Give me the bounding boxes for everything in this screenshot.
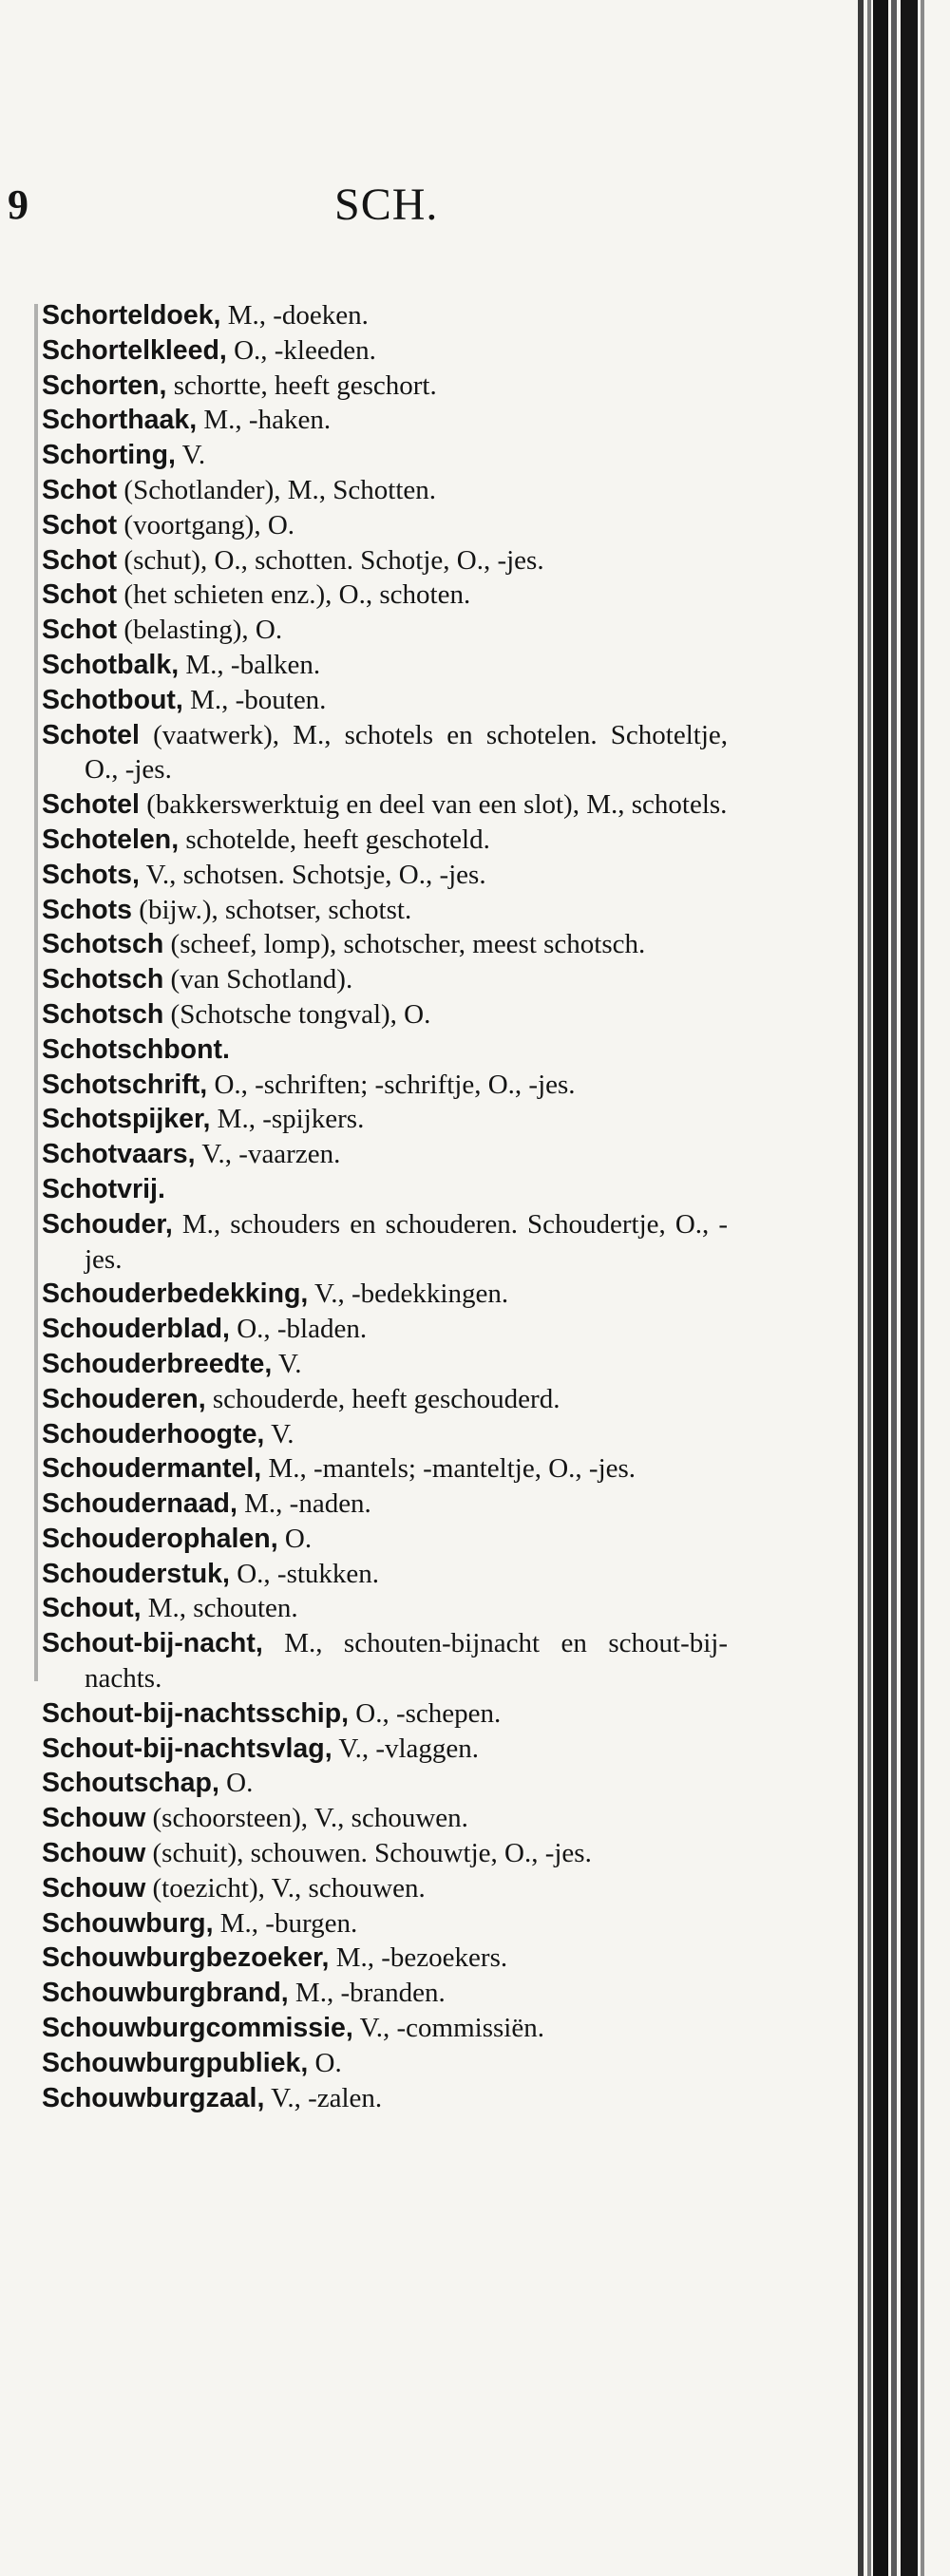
- dictionary-entry: [42, 1557, 728, 1592]
- dictionary-entry: [42, 1207, 728, 1278]
- entry-definition: O., -kleeden.: [234, 334, 376, 366]
- dictionary-entry: [42, 1417, 728, 1452]
- entry-headword: Schouder,: [42, 1208, 173, 1240]
- entry-headword: Schouwburg,: [42, 1907, 214, 1939]
- entry-definition: M., -burgen.: [219, 1907, 358, 1939]
- entry-headword: Schot: [42, 474, 118, 505]
- entry-definition: (bakkerswerktuig en deel van een slot), M., schotels.: [146, 789, 728, 821]
- dictionary-entry: [42, 1068, 728, 1103]
- entry-definition: (voortgang), O.: [124, 509, 295, 540]
- dictionary-entry: [42, 1172, 728, 1207]
- entry-headword: Schouwburgcommissie,: [42, 2013, 353, 2044]
- dictionary-entry: [42, 1732, 728, 1767]
- entry-definition: (scheef, lomp), schotscher, meest schotsch.: [170, 929, 646, 960]
- entry-headword: Schouderblad,: [42, 1314, 230, 1345]
- section-header: SCH.: [334, 180, 439, 230]
- entry-definition: M., -mantels; -manteltje, O., -jes.: [268, 1453, 636, 1485]
- entry-definition: (van Schotland).: [170, 964, 353, 995]
- entry-headword: Schouwburgpubliek,: [42, 2047, 309, 2078]
- dictionary-entry: [42, 369, 728, 404]
- entry-definition: M., schouten-bijnacht en schout-bij-nachts.: [85, 1628, 728, 1695]
- entry-definition: (bijw.), schotser, schotst.: [139, 894, 412, 925]
- entry-definition: M., schouten.: [147, 1593, 298, 1624]
- entry-headword: Schot: [42, 579, 118, 611]
- page-edge-shadow: [858, 0, 926, 2576]
- entry-definition: V., -zalen.: [271, 2082, 383, 2113]
- entry-headword: Schorten,: [42, 369, 167, 401]
- dictionary-entry: [42, 578, 728, 613]
- entry-definition: M., -doeken.: [227, 300, 369, 331]
- dictionary-entry: [42, 1382, 728, 1417]
- entry-definition: V.: [278, 1348, 302, 1379]
- dictionary-entry: [42, 1277, 728, 1312]
- entry-definition: V., -commissiën.: [359, 2013, 544, 2044]
- entry-definition: V.: [181, 440, 206, 471]
- entry-headword: Schotschbont.: [42, 1033, 230, 1065]
- entry-headword: Schots: [42, 894, 133, 925]
- entry-headword: Schot: [42, 615, 118, 646]
- entry-definition: O.: [284, 1523, 313, 1554]
- entry-definition: M., -naden.: [244, 1488, 371, 1520]
- entry-headword: Schot: [42, 544, 118, 576]
- dictionary-entry: [42, 2081, 728, 2116]
- entry-headword: Schorthaak,: [42, 405, 198, 436]
- dictionary-entry: [42, 298, 728, 333]
- dictionary-entry: [42, 1591, 728, 1626]
- dictionary-entry: [42, 1312, 728, 1347]
- dictionary-entry: [42, 1906, 728, 1941]
- entry-definition: M., -bouten.: [190, 684, 327, 715]
- dictionary-entry: [42, 543, 728, 578]
- dictionary-entry: [42, 1347, 728, 1382]
- entry-headword: Schouwburgzaal,: [42, 2082, 265, 2113]
- dictionary-entry: [42, 403, 728, 438]
- entry-headword: Schouwburgbezoeker,: [42, 1942, 330, 1974]
- entry-headword: Schotbout,: [42, 684, 183, 715]
- dictionary-entry: [42, 1976, 728, 2011]
- edge-band: [867, 0, 871, 2576]
- entry-headword: Schouderstuk,: [42, 1558, 230, 1589]
- dictionary-entry: [42, 473, 728, 508]
- entry-headword: Schorting,: [42, 440, 176, 471]
- entry-headword: Schouw: [42, 1803, 146, 1834]
- entry-definition: V., -vaarzen.: [201, 1139, 341, 1170]
- entry-definition: schotelde, heeft geschoteld.: [185, 824, 490, 855]
- dictionary-entry: [42, 1766, 728, 1801]
- entry-definition: O., -stukken.: [237, 1558, 380, 1589]
- entry-headword: Schoudernaad,: [42, 1488, 238, 1520]
- dictionary-entry: [42, 438, 728, 473]
- entry-definition: (vaatwerk), M., schotels en schotelen. Schoteltje, O., -jes.: [85, 719, 728, 786]
- dictionary-entry: [42, 2011, 728, 2046]
- entry-definition: V.: [271, 1418, 294, 1449]
- entry-headword: Schotspijker,: [42, 1104, 211, 1135]
- entry-headword: Schouderbedekking,: [42, 1279, 309, 1310]
- entry-definition: (belasting), O.: [124, 615, 283, 646]
- entry-headword: Schotsch: [42, 998, 164, 1030]
- entry-headword: Schotel: [42, 789, 140, 821]
- entry-definition: M., -balken.: [185, 649, 321, 680]
- dictionary-entry: [42, 508, 728, 543]
- dictionary-entry: [42, 1522, 728, 1557]
- dictionary-entry: [42, 1871, 728, 1906]
- dictionary-entry: [42, 613, 728, 648]
- entry-headword: Schotsch: [42, 964, 164, 995]
- dictionary-entry: [42, 718, 728, 788]
- dictionary-entry-list: [42, 298, 728, 2115]
- entry-headword: Schotsch: [42, 929, 164, 960]
- entry-headword: Schotvaars,: [42, 1139, 196, 1170]
- entry-headword: Schot: [42, 509, 118, 540]
- dictionary-entry: [42, 927, 728, 962]
- dictionary-entry: [42, 1032, 728, 1068]
- entry-headword: Schotvrij.: [42, 1173, 165, 1204]
- entry-definition: O.: [314, 2047, 342, 2078]
- left-margin-rule: [34, 304, 38, 1681]
- entry-definition: O., -bladen.: [237, 1314, 368, 1345]
- dictionary-entry: [42, 858, 728, 893]
- entry-definition: M., schouders en schouderen. Schoudertje, O., -jes.: [85, 1208, 728, 1275]
- dictionary-entry: [42, 1836, 728, 1871]
- dictionary-entry: [42, 683, 728, 718]
- entry-headword: Schouderhoogte,: [42, 1418, 265, 1449]
- entry-headword: Schotelen,: [42, 824, 180, 855]
- dictionary-entry: [42, 997, 728, 1032]
- entry-definition: V., -vlaggen.: [338, 1733, 480, 1764]
- dictionary-entry: [42, 648, 728, 683]
- dictionary-entry: [42, 1137, 728, 1172]
- edge-band: [858, 0, 864, 2576]
- entry-headword: Schorteldoek,: [42, 300, 221, 331]
- edge-band: [921, 0, 924, 2576]
- dictionary-entry: [42, 333, 728, 369]
- page-number: 9: [8, 181, 28, 228]
- entry-definition: schortte, heeft geschort.: [173, 369, 437, 401]
- entry-headword: Schouderbreedte,: [42, 1348, 273, 1379]
- dictionary-entry: [42, 1941, 728, 1976]
- entry-headword: Schotel: [42, 719, 140, 750]
- edge-band: [873, 0, 888, 2576]
- entry-headword: Schotschrift,: [42, 1069, 208, 1100]
- entry-definition: V., -bedekkingen.: [314, 1279, 509, 1310]
- entry-definition: M., -branden.: [294, 1978, 446, 2009]
- entry-headword: Schouderophalen,: [42, 1523, 278, 1554]
- dictionary-entry: [42, 1696, 728, 1732]
- entry-headword: Schoudermantel,: [42, 1453, 262, 1485]
- entry-headword: Schout-bij-nachtsschip,: [42, 1697, 350, 1729]
- dictionary-entry: [42, 893, 728, 928]
- entry-definition: M., -bezoekers.: [335, 1942, 508, 1974]
- entry-headword: Schouw: [42, 1872, 146, 1904]
- dictionary-entry: [42, 1801, 728, 1836]
- entry-definition: (toezicht), V., schouwen.: [152, 1872, 426, 1904]
- entry-headword: Schortelkleed,: [42, 334, 227, 366]
- dictionary-entry: [42, 1626, 728, 1696]
- entry-definition: (schut), O., schotten. Schotje, O., -jes.: [124, 544, 544, 576]
- entry-headword: Schouderen,: [42, 1383, 206, 1414]
- entry-headword: Schotbalk,: [42, 649, 180, 680]
- dictionary-entry: [42, 1451, 728, 1487]
- entry-definition: (Schotsche tongval), O.: [170, 998, 431, 1030]
- entry-definition: O.: [226, 1768, 254, 1799]
- dictionary-entry: [42, 1102, 728, 1137]
- dictionary-entry: [42, 2046, 728, 2081]
- dictionary-entry: [42, 962, 728, 997]
- entry-definition: M., -haken.: [203, 405, 332, 436]
- entry-headword: Schout-bij-nachtsvlag,: [42, 1733, 332, 1764]
- entry-headword: Schoutschap,: [42, 1768, 219, 1799]
- dictionary-entry: [42, 823, 728, 858]
- entry-definition: (schuit), schouwen. Schouwtje, O., -jes.: [152, 1838, 592, 1869]
- entry-definition: (schoorsteen), V., schouwen.: [152, 1803, 468, 1834]
- entry-definition: schouderde, heeft geschouderd.: [212, 1383, 560, 1414]
- entry-headword: Schouw: [42, 1838, 146, 1869]
- entry-headword: Schouwburgbrand,: [42, 1978, 289, 2009]
- edge-band: [901, 0, 918, 2576]
- dictionary-entry: [42, 787, 728, 823]
- entry-headword: Schots,: [42, 859, 140, 890]
- entry-definition: M., -spijkers.: [217, 1104, 365, 1135]
- entry-definition: V., schotsen. Schotsje, O., -jes.: [145, 859, 486, 890]
- entry-definition: (het schieten enz.), O., schoten.: [124, 579, 471, 611]
- dictionary-entry: [42, 1487, 728, 1522]
- entry-definition: O., -schepen.: [355, 1697, 502, 1729]
- entry-headword: Schout-bij-nacht,: [42, 1628, 263, 1659]
- entry-definition: (Schotlander), M., Schotten.: [124, 474, 437, 505]
- entry-definition: O., -schriften; -schriftje, O., -jes.: [214, 1069, 576, 1100]
- edge-band: [891, 0, 897, 2576]
- entry-headword: Schout,: [42, 1593, 142, 1624]
